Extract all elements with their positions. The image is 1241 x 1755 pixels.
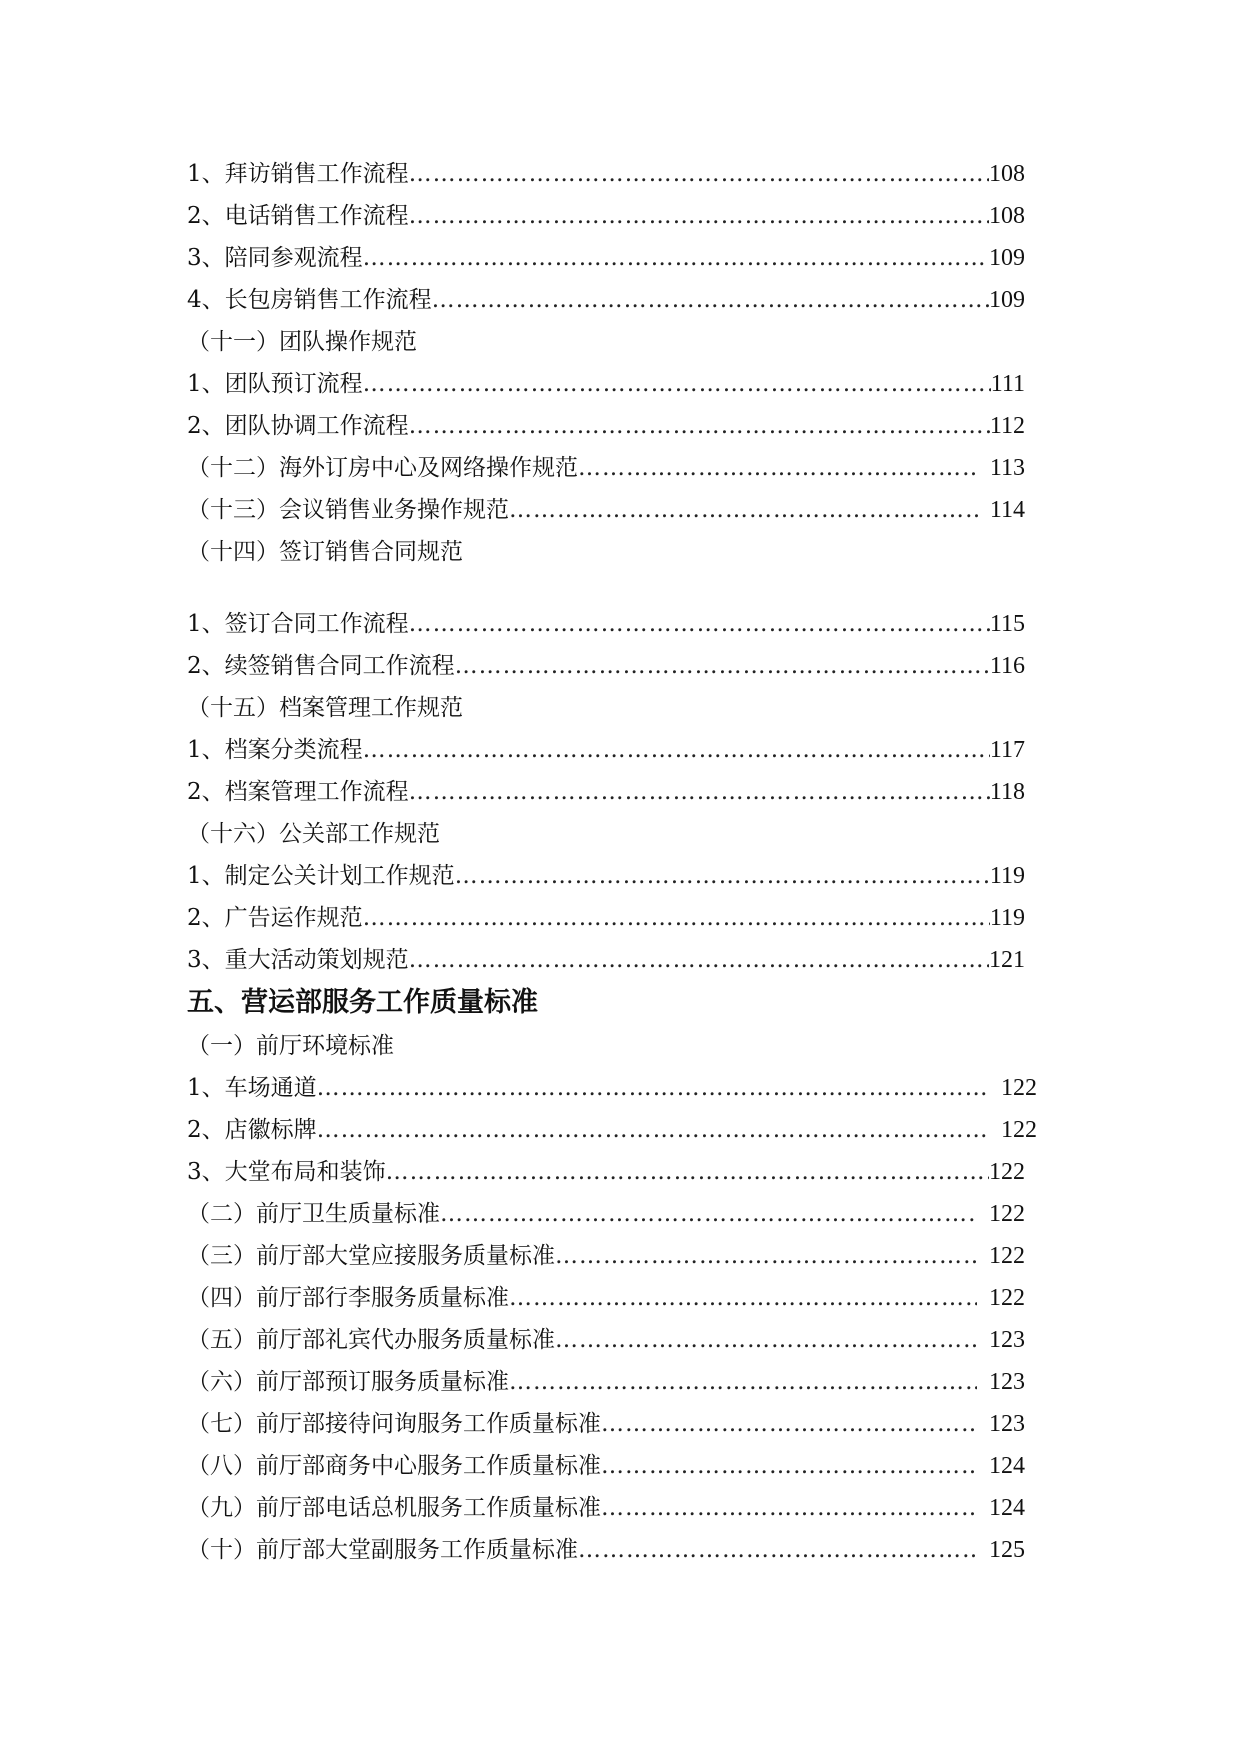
toc-entry[interactable] [187,1109,1037,1151]
dot-leader [363,237,989,279]
toc-entry[interactable] [187,939,1025,981]
toc-entry[interactable] [187,645,1025,687]
toc-entry-page: 113 [989,455,1025,481]
toc-entry-label: 1、档案分类流程 [187,737,363,763]
toc-entry-page: 122 [1001,1117,1037,1143]
toc-entry-page: 119 [989,905,1025,931]
toc-entry-label: （十三）会议销售业务操作规范 [187,497,509,523]
toc-entry-page: 125 [989,1537,1025,1563]
toc-entry-label: 2、电话销售工作流程 [187,203,409,229]
toc-entry-label: 3、大堂布局和装饰 [187,1159,386,1185]
toc-entry-label: 1、拜访销售工作流程 [187,161,409,187]
toc-entry[interactable] [187,1445,1025,1487]
toc-entry-label: （十）前厅部大堂副服务工作质量标准 [187,1537,578,1563]
toc-section-heading[interactable] [187,321,1025,363]
dot-leader [509,489,978,531]
toc-entry-label: （八）前厅部商务中心服务工作质量标准 [187,1453,601,1479]
toc-entry[interactable] [187,279,1025,321]
dot-leader [386,1151,989,1193]
toc-entry[interactable] [187,237,1025,279]
toc-entry-label: （九）前厅部电话总机服务工作质量标准 [187,1495,601,1521]
toc-entry-label: （二）前厅卫生质量标准 [187,1201,440,1227]
toc-entry[interactable] [187,1277,1025,1319]
toc-chapter-heading[interactable] [187,981,1025,1025]
toc-entry-page: 111 [990,371,1025,397]
toc-section-heading[interactable] [187,1025,1025,1067]
dot-leader [440,1193,977,1235]
toc-entry[interactable] [187,1319,1025,1361]
toc-entry-label: （四）前厅部行李服务质量标准 [187,1285,509,1311]
toc-entry[interactable] [187,897,1025,939]
toc-entry[interactable] [187,1487,1025,1529]
toc-entry-page: 122 [989,1159,1025,1185]
toc-entry-page: 122 [1001,1075,1037,1101]
toc-entry-page: 109 [989,287,1025,313]
toc-entry-page: 119 [989,863,1025,889]
toc-entry-label: 2、店徽标牌 [187,1117,317,1143]
toc-entry-label: （七）前厅部接待问询服务工作质量标准 [187,1411,601,1437]
dot-leader [409,405,990,447]
toc-entry-page: 118 [989,779,1025,805]
toc-entry-page: 108 [989,203,1025,229]
dot-leader [509,1277,977,1319]
dot-leader [409,603,990,645]
toc-section-label: （一）前厅环境标准 [187,1033,394,1059]
dot-leader [363,363,991,405]
toc-section-label: （十六）公关部工作规范 [187,821,440,847]
toc-entry-label: 2、档案管理工作流程 [187,779,409,805]
toc-entry-label: 2、续签销售合同工作流程 [187,653,455,679]
toc-entry[interactable] [187,447,1025,489]
toc-entry-page: 114 [989,497,1025,523]
toc-entry-page: 108 [989,161,1025,187]
toc-entry[interactable] [187,153,1025,195]
toc-entry[interactable] [187,1235,1025,1277]
dot-leader [578,447,978,489]
toc-entry-label: （三）前厅部大堂应接服务质量标准 [187,1243,555,1269]
toc-entry-label: 3、陪同参观流程 [187,245,363,271]
toc-entry-page: 123 [989,1369,1025,1395]
dot-leader [509,1361,977,1403]
toc-section-label: （十四）签订销售合同规范 [187,539,463,565]
toc-entry-page: 121 [989,947,1025,973]
dot-leader [578,1529,977,1571]
toc-section-heading[interactable] [187,531,1025,573]
dot-leader [601,1403,977,1445]
dot-leader [317,1109,989,1151]
dot-leader [363,729,990,771]
dot-leader [409,771,990,813]
toc-section-label: （十五）档案管理工作规范 [187,695,463,721]
toc-section-heading[interactable] [187,687,1025,729]
toc-entry-label: 1、制定公关计划工作规范 [187,863,455,889]
dot-leader [409,153,989,195]
toc-entry-page: 124 [989,1495,1025,1521]
toc-entry-page: 117 [989,737,1025,763]
toc-entry-page: 123 [989,1411,1025,1437]
toc-entry-page: 116 [989,653,1025,679]
toc-entry[interactable] [187,1151,1025,1193]
toc-chapter-label: 五、营运部服务工作质量标准 [187,987,538,1018]
toc-entry-page: 122 [989,1243,1025,1269]
toc-entry-label: 1、车场通道 [187,1075,317,1101]
toc-entry[interactable] [187,1193,1025,1235]
toc-entry-page: 124 [989,1453,1025,1479]
toc-entry[interactable] [187,405,1025,447]
toc-entry-page: 109 [989,245,1025,271]
table-of-contents [187,153,1037,1571]
dot-leader [455,855,990,897]
toc-entry-page: 122 [989,1285,1025,1311]
toc-entry[interactable] [187,195,1025,237]
toc-entry[interactable] [187,1529,1025,1571]
toc-entry-label: （五）前厅部礼宾代办服务质量标准 [187,1327,555,1353]
toc-entry-label: 2、团队协调工作流程 [187,413,409,439]
toc-entry-label: 2、广告运作规范 [187,905,363,931]
dot-leader [555,1319,977,1361]
dot-leader [409,939,989,981]
toc-entry-page: 122 [989,1201,1025,1227]
toc-entry[interactable] [187,771,1025,813]
toc-entry-label: 4、长包房销售工作流程 [187,287,432,313]
dot-leader [363,897,990,939]
toc-entry[interactable] [187,489,1025,531]
toc-entry[interactable] [187,1403,1025,1445]
dot-leader [317,1067,989,1109]
toc-entry-page: 115 [989,611,1025,637]
toc-entry-label: （十二）海外订房中心及网络操作规范 [187,455,578,481]
toc-section-heading[interactable] [187,813,1025,855]
dot-leader [432,279,989,321]
dot-leader [601,1487,977,1529]
toc-entry-page: 112 [989,413,1025,439]
dot-leader [601,1445,977,1487]
toc-entry[interactable] [187,603,1025,645]
toc-entry-label: （六）前厅部预订服务质量标准 [187,1369,509,1395]
toc-entry-label: 1、团队预订流程 [187,371,363,397]
toc-section-label: （十一）团队操作规范 [187,329,417,355]
toc-entry[interactable] [187,1361,1025,1403]
dot-leader [455,645,990,687]
dot-leader [409,195,989,237]
dot-leader [555,1235,977,1277]
toc-entry-label: 3、重大活动策划规范 [187,947,409,973]
toc-entry[interactable] [187,729,1025,771]
toc-entry-page: 123 [989,1327,1025,1353]
toc-entry[interactable] [187,855,1025,897]
toc-entry[interactable] [187,1067,1037,1109]
toc-entry-label: 1、签订合同工作流程 [187,611,409,637]
toc-entry[interactable] [187,363,1025,405]
